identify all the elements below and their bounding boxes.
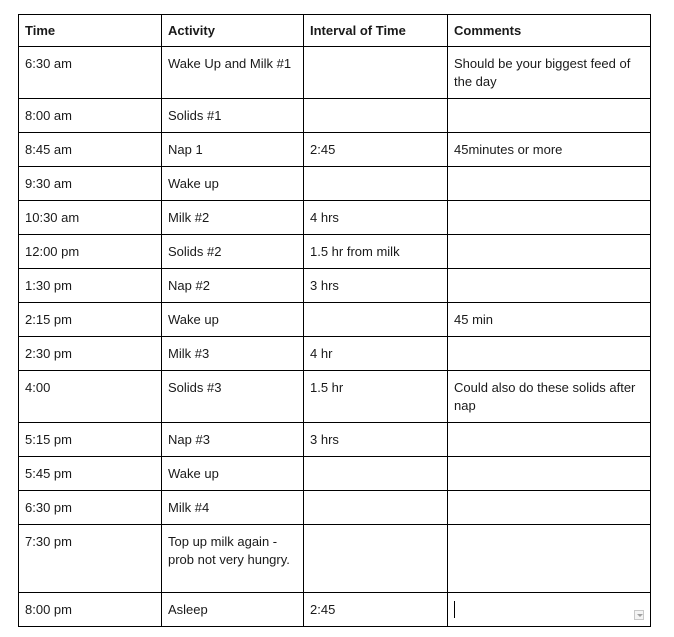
activity-cell[interactable]: Milk #3	[162, 337, 304, 371]
interval-cell[interactable]	[304, 491, 448, 525]
activity-cell[interactable]: Wake up	[162, 457, 304, 491]
comments-cell[interactable]: Could also do these solids after nap	[448, 371, 651, 423]
activity-cell[interactable]: Top up milk again - prob not very hungry.	[162, 525, 304, 593]
interval-cell[interactable]: 1.5 hr	[304, 371, 448, 423]
comments-cell[interactable]: 45minutes or more	[448, 133, 651, 167]
time-cell[interactable]: 5:15 pm	[19, 423, 162, 457]
text-cursor	[454, 601, 455, 618]
comments-cell[interactable]	[448, 269, 651, 303]
time-cell[interactable]: 8:00 am	[19, 99, 162, 133]
interval-cell[interactable]: 3 hrs	[304, 269, 448, 303]
interval-cell[interactable]	[304, 99, 448, 133]
comments-cell[interactable]	[448, 167, 651, 201]
table-row	[19, 235, 651, 269]
time-cell[interactable]: 9:30 am	[19, 167, 162, 201]
activity-cell[interactable]: Asleep	[162, 593, 304, 627]
table-row	[19, 303, 651, 337]
activity-cell[interactable]: Solids #1	[162, 99, 304, 133]
table-row	[19, 525, 651, 593]
time-cell[interactable]: 6:30 am	[19, 47, 162, 99]
table-row	[19, 337, 651, 371]
comments-cell-active[interactable]	[448, 593, 651, 627]
activity-cell[interactable]: Solids #3	[162, 371, 304, 423]
header-row	[19, 15, 651, 47]
table-row	[19, 457, 651, 491]
header-comments[interactable]: Comments	[448, 15, 651, 47]
table-row	[19, 491, 651, 525]
activity-cell[interactable]: Wake Up and Milk #1	[162, 47, 304, 99]
time-cell[interactable]: 10:30 am	[19, 201, 162, 235]
table-row	[19, 423, 651, 457]
comments-cell[interactable]	[448, 201, 651, 235]
time-cell[interactable]: 2:15 pm	[19, 303, 162, 337]
comments-cell[interactable]: Should be your biggest feed of the day	[448, 47, 651, 99]
comments-cell[interactable]	[448, 99, 651, 133]
interval-cell[interactable]	[304, 457, 448, 491]
comments-cell[interactable]	[448, 491, 651, 525]
time-cell[interactable]: 7:30 pm	[19, 525, 162, 593]
comments-cell[interactable]	[448, 457, 651, 491]
table-row	[19, 47, 651, 99]
activity-cell[interactable]: Milk #2	[162, 201, 304, 235]
comments-cell[interactable]	[448, 337, 651, 371]
table-row	[19, 593, 651, 627]
cell-dropdown-handle-icon[interactable]	[634, 610, 644, 620]
table-row	[19, 167, 651, 201]
activity-cell[interactable]: Nap #2	[162, 269, 304, 303]
time-cell[interactable]: 8:00 pm	[19, 593, 162, 627]
time-cell[interactable]: 12:00 pm	[19, 235, 162, 269]
time-cell[interactable]: 2:30 pm	[19, 337, 162, 371]
table-row	[19, 371, 651, 423]
interval-cell[interactable]	[304, 303, 448, 337]
table-row	[19, 99, 651, 133]
interval-cell[interactable]: 3 hrs	[304, 423, 448, 457]
interval-cell[interactable]: 2:45	[304, 593, 448, 627]
table-row	[19, 269, 651, 303]
table-row	[19, 201, 651, 235]
activity-cell[interactable]: Milk #4	[162, 491, 304, 525]
activity-cell[interactable]: Wake up	[162, 303, 304, 337]
interval-cell[interactable]: 4 hrs	[304, 201, 448, 235]
schedule-table	[18, 14, 651, 627]
comments-cell[interactable]: 45 min	[448, 303, 651, 337]
activity-cell[interactable]: Nap 1	[162, 133, 304, 167]
time-cell[interactable]: 1:30 pm	[19, 269, 162, 303]
header-activity[interactable]: Activity	[162, 15, 304, 47]
header-time[interactable]: Time	[19, 15, 162, 47]
table-row	[19, 133, 651, 167]
comments-cell[interactable]	[448, 423, 651, 457]
time-cell[interactable]: 8:45 am	[19, 133, 162, 167]
header-interval[interactable]: Interval of Time	[304, 15, 448, 47]
interval-cell[interactable]: 1.5 hr from milk	[304, 235, 448, 269]
interval-cell[interactable]	[304, 47, 448, 99]
interval-cell[interactable]	[304, 167, 448, 201]
interval-cell[interactable]: 4 hr	[304, 337, 448, 371]
interval-cell[interactable]: 2:45	[304, 133, 448, 167]
comments-cell[interactable]	[448, 525, 651, 593]
time-cell[interactable]: 4:00	[19, 371, 162, 423]
comments-cell[interactable]	[448, 235, 651, 269]
activity-cell[interactable]: Wake up	[162, 167, 304, 201]
activity-cell[interactable]: Nap #3	[162, 423, 304, 457]
activity-cell[interactable]: Solids #2	[162, 235, 304, 269]
time-cell[interactable]: 6:30 pm	[19, 491, 162, 525]
time-cell[interactable]: 5:45 pm	[19, 457, 162, 491]
interval-cell[interactable]	[304, 525, 448, 593]
